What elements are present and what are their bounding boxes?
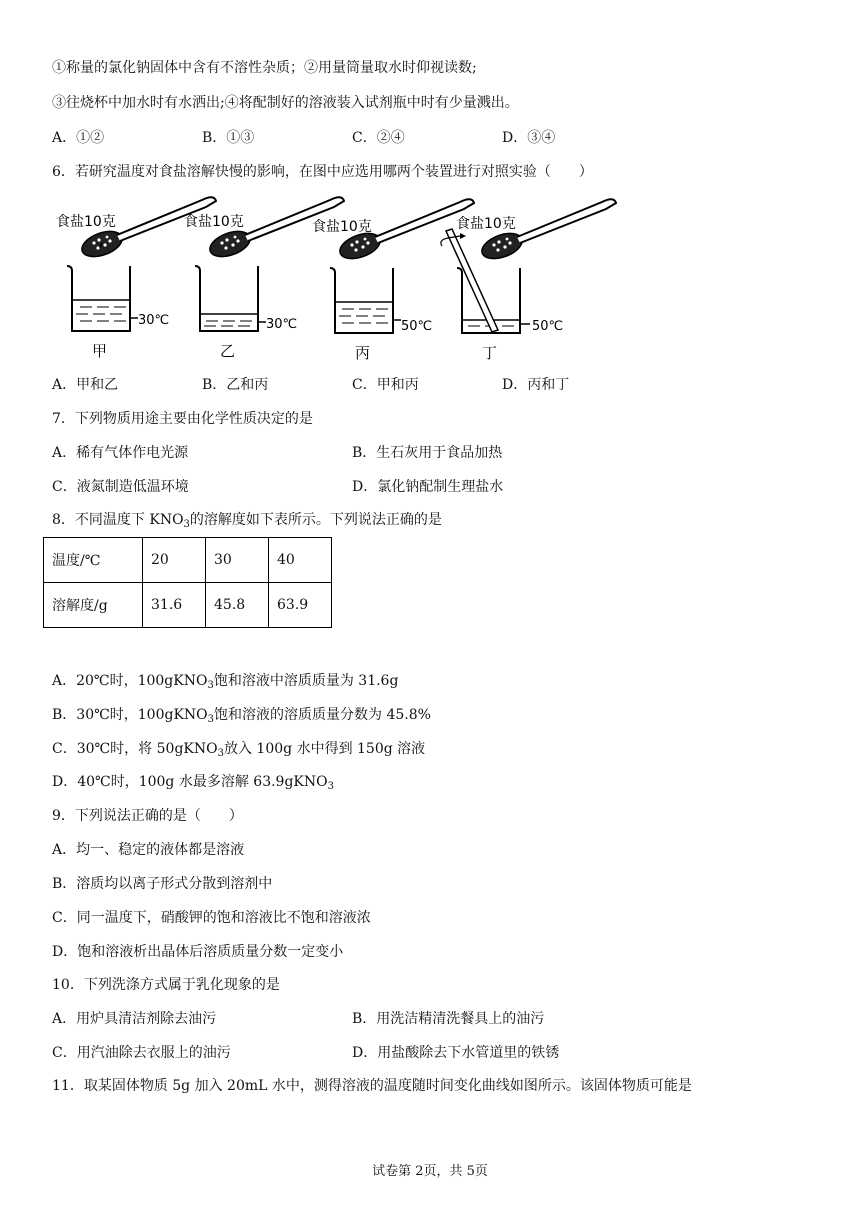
q5-condition-line-2: ③往烧杯中加水时有水洒出;④将配制好的溶液装入试剂瓶中时有少量溅出。 [52, 95, 519, 111]
q8-option-b[interactable]: B．30℃时，100gKNO$_3$饱和溶液的溶质质量分数为 45.8% [52, 707, 431, 725]
beaker-name-ding: 丁 [482, 344, 498, 362]
q6-option-b[interactable]: B．乙和丙 [202, 377, 269, 393]
q10-option-b[interactable]: B．用洗洁精清洗餐具上的油污 [352, 1011, 545, 1027]
salt-label-ding: 食盐10克 [456, 216, 516, 232]
q7-option-d[interactable]: D．氯化钠配制生理盐水 [352, 479, 504, 495]
q9-option-a[interactable]: A．均一、稳定的液体都是溶液 [52, 842, 245, 858]
q7-option-a[interactable]: A．稀有气体作电光源 [52, 445, 189, 461]
table-cell: 40 [269, 538, 332, 583]
temp-label-bing: 50℃ [401, 319, 433, 334]
q8-option-a[interactable]: A．20℃时，100gKNO$_3$饱和溶液中溶质质量为 31.6g [52, 673, 399, 691]
q9-option-d[interactable]: D．饱和溶液析出晶体后溶质质量分数一定变小 [52, 944, 344, 960]
q9-stem: 9．下列说法正确的是（ ） [52, 808, 243, 824]
solubility-table [43, 537, 332, 628]
beaker-name-yi: 乙 [220, 342, 236, 360]
q7-stem: 7．下列物质用途主要由化学性质决定的是 [52, 411, 313, 427]
temp-label-yi: 30℃ [266, 317, 298, 332]
q5-option-a[interactable]: A．①② [52, 130, 105, 146]
q11-stem: 11．取某固体物质 5g 加入 20mL 水中，测得溶液的温度随时间变化曲线如图所示。该固体物质可能是 [52, 1078, 692, 1094]
q8-stem: 8．不同温度下 $KNO_3$的溶解度如下表所示。下列说法正确的是 [52, 512, 442, 530]
table-cell: 溶解度/g [44, 583, 143, 628]
table-cell: 20 [143, 538, 206, 583]
q10-option-c[interactable]: C．用汽油除去衣服上的油污 [52, 1045, 231, 1061]
beaker-ding [441, 199, 616, 362]
table-cell: 31.6 [143, 583, 206, 628]
salt-label-yi: 食盐10克 [184, 214, 244, 230]
q10-option-d[interactable]: D．用盐酸除去下水管道里的铁锈 [352, 1045, 560, 1061]
beaker-name-jia: 甲 [92, 342, 108, 360]
table-cell: 30 [206, 538, 269, 583]
beaker-bing [312, 199, 474, 362]
q6-option-d[interactable]: D．丙和丁 [502, 377, 570, 393]
q6-option-c[interactable]: C．甲和丙 [352, 377, 419, 393]
beaker-figure [50, 196, 650, 371]
q8-option-c[interactable]: C．30℃时，将 50gKNO$_3$放入 100g 水中得到 150g 溶液 [52, 741, 426, 759]
page-footer: 试卷第 2页，共 5页 [372, 1164, 488, 1179]
q5-option-d[interactable]: D．③④ [502, 130, 556, 146]
q9-option-b[interactable]: B．溶质均以离子形式分散到溶剂中 [52, 876, 273, 892]
q8-option-d[interactable]: D．40℃时，100g 水最多溶解 63.9gKNO$_3$ [52, 774, 334, 792]
table-cell: 45.8 [206, 583, 269, 628]
temp-label-jia: 30℃ [138, 313, 170, 328]
q10-option-a[interactable]: A．用炉具清洁剂除去油污 [52, 1011, 217, 1027]
q5-condition-line-1: ①称量的氯化钠固体中含有不溶性杂质；②用量筒量取水时仰视读数; [52, 60, 477, 76]
temp-label-ding: 50℃ [532, 319, 564, 334]
q6-option-a[interactable]: A．甲和乙 [52, 377, 119, 393]
table-cell: 温度/℃ [44, 538, 143, 583]
table-row [44, 538, 332, 583]
table-row [44, 583, 332, 628]
q7-option-b[interactable]: B．生石灰用于食品加热 [352, 445, 503, 461]
q7-option-c[interactable]: C．液氮制造低温环境 [52, 479, 189, 495]
salt-label-jia: 食盐10克 [56, 214, 116, 230]
q9-option-c[interactable]: C．同一温度下，硝酸钾的饱和溶液比不饱和溶液浓 [52, 910, 371, 926]
q10-stem: 10．下列洗涤方式属于乳化现象的是 [52, 977, 280, 993]
beaker-name-bing: 丙 [355, 344, 371, 362]
q5-option-c[interactable]: C．②④ [352, 130, 405, 146]
salt-label-bing: 食盐10克 [312, 219, 372, 235]
q6-stem: 6．若研究温度对食盐溶解快慢的影响，在图中应选用哪两个装置进行对照实验（ ） [52, 164, 593, 180]
table-cell: 63.9 [269, 583, 332, 628]
q5-option-b[interactable]: B．①③ [202, 130, 255, 146]
